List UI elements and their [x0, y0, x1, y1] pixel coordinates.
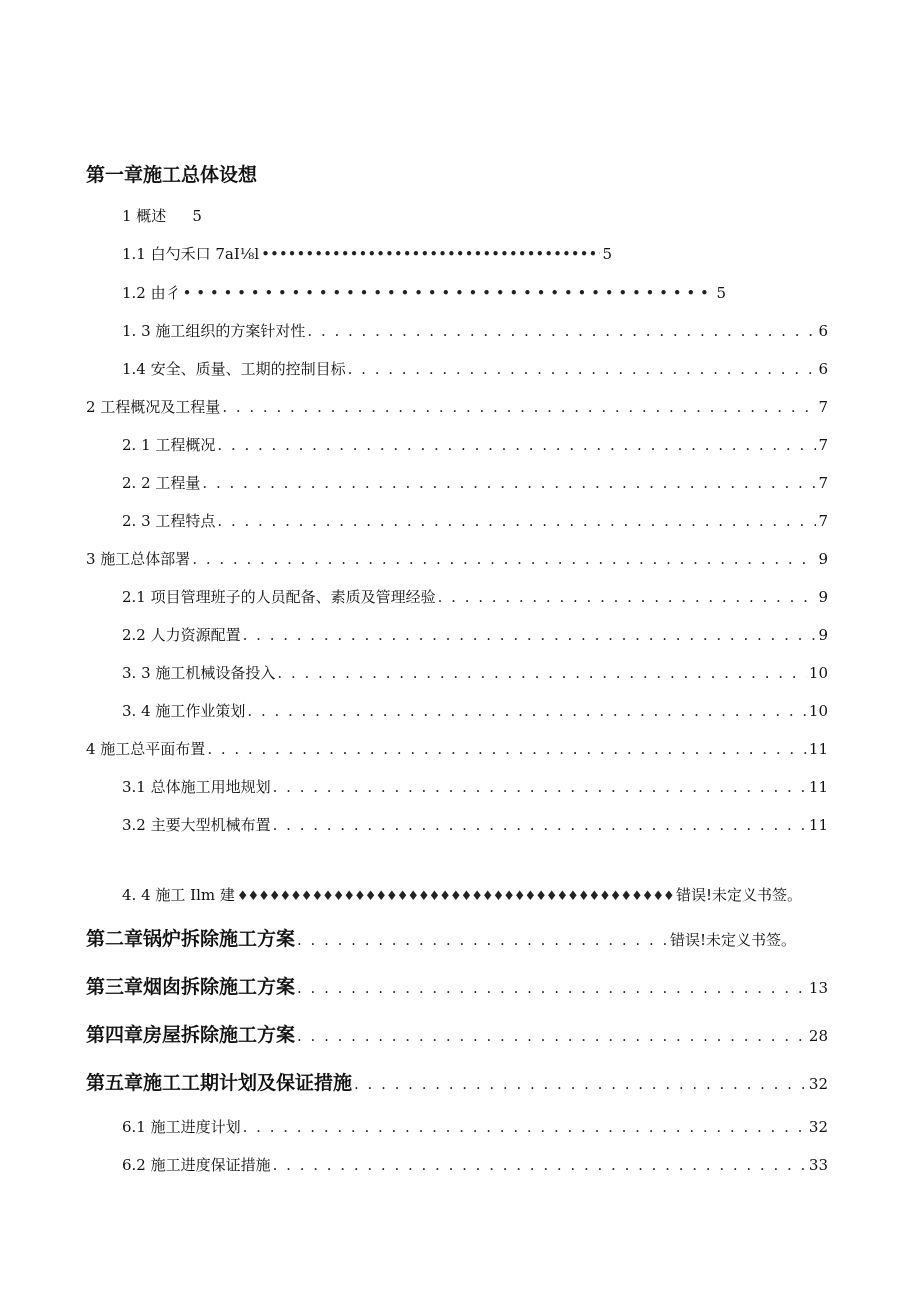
- toc-entry-text: 第五章施工工期计划及保证措施: [86, 1072, 353, 1094]
- toc-leader: [273, 1156, 807, 1174]
- toc-entry-page: 错误!未定义书签。: [675, 886, 802, 904]
- toc-entry-1-3[interactable]: [122, 320, 828, 341]
- toc-entry-text: 6.2 施工进度保证措施: [122, 1156, 271, 1174]
- toc-entry-text: 3.2 主要大型机械布置: [122, 816, 271, 834]
- toc-entry-page: 6: [818, 322, 828, 340]
- toc-entry-text: 4 施工总平面布置: [86, 740, 206, 758]
- toc-entry-1-2[interactable]: [122, 282, 726, 303]
- toc-leader: [297, 1027, 807, 1045]
- toc-entry-page: 11: [808, 778, 828, 796]
- toc-entry-text: 1.1 白勺禾口 7aI⅛l: [122, 245, 260, 263]
- toc-entry-4-4[interactable]: [122, 884, 802, 905]
- toc-entry-text: 2. 3 工程特点: [122, 512, 216, 530]
- toc-entry-text: 3. 3 施工机械设备投入: [122, 664, 276, 682]
- toc-leader: [183, 284, 715, 302]
- toc-entry-1-1[interactable]: [122, 243, 612, 264]
- toc-entry-text: 第四章房屋拆除施工方案: [86, 1024, 296, 1046]
- toc-entry-text: 2.2 人力资源配置: [122, 626, 241, 644]
- toc-leader: [217, 436, 816, 454]
- toc-entry-text: 第二章锅炉拆除施工方案: [86, 928, 296, 950]
- toc-entry-page: 28: [808, 1027, 828, 1045]
- toc-entry-page: 33: [808, 1156, 828, 1174]
- toc-entry-page: 10: [808, 664, 828, 682]
- toc-leader: [243, 1118, 807, 1136]
- toc-entry-page: 5: [192, 207, 202, 225]
- toc-chapter-5[interactable]: [86, 1068, 828, 1095]
- toc-entry-1-4[interactable]: [122, 358, 828, 379]
- toc-leader: [202, 474, 816, 492]
- toc-entry-3[interactable]: [86, 548, 828, 569]
- toc-entry-3-4[interactable]: [122, 700, 828, 721]
- toc-entry-4[interactable]: [86, 738, 828, 759]
- toc-entry-text: 3. 4 施工作业策划: [122, 702, 246, 720]
- toc-entry-text: 1.4 安全、质量、工期的控制目标: [122, 360, 346, 378]
- toc-entry-text: 2.1 项目管理班子的人员配备、素质及管理经验: [122, 588, 436, 606]
- toc-entry-page: 错误!未定义书签。: [669, 931, 796, 949]
- toc-entry-page: 5: [716, 284, 726, 302]
- toc-entry-page: 9: [818, 626, 828, 644]
- toc-entry-page: 6: [818, 360, 828, 378]
- toc-entry-page: 5: [602, 245, 612, 263]
- toc-leader: [277, 664, 807, 682]
- toc-entry-text: 第三章烟囱拆除施工方案: [86, 976, 296, 998]
- toc-leader: [222, 398, 816, 416]
- toc-entry-page: 7: [818, 398, 828, 416]
- toc-leader: [297, 931, 668, 949]
- toc-entry-page: 7: [818, 436, 828, 454]
- toc-entry-page: 9: [818, 550, 828, 568]
- toc-entry-text: 1.2 由彳: [122, 284, 181, 302]
- toc-entry-text: 3.1 总体施工用地规划: [122, 778, 271, 796]
- toc-entry-text: 1 概述: [122, 207, 167, 225]
- toc-entry-6-2[interactable]: [122, 1154, 828, 1175]
- toc-entry-text: 2. 2 工程量: [122, 474, 201, 492]
- toc-leader: [207, 740, 807, 758]
- toc-entry-2-3[interactable]: [122, 510, 828, 531]
- toc-entry-page: 11: [808, 740, 828, 758]
- toc-chapter-4[interactable]: [86, 1020, 828, 1047]
- toc-entry-3-1[interactable]: [122, 586, 828, 607]
- toc-chapter-2[interactable]: [86, 924, 796, 951]
- toc-entry-2-2[interactable]: [122, 472, 828, 493]
- toc-leader: [217, 512, 816, 530]
- toc-entry-page: 13: [808, 979, 828, 997]
- toc-leader: [307, 322, 816, 340]
- toc-leader: [348, 360, 817, 378]
- toc-leader: [192, 550, 816, 568]
- toc-entry-page: 32: [808, 1075, 828, 1093]
- toc-leader: [273, 778, 807, 796]
- toc-leader: [297, 979, 807, 997]
- toc-entry-text: 1. 3 施工组织的方案针对性: [122, 322, 306, 340]
- toc-leader: [354, 1075, 807, 1093]
- toc-entry-3-3[interactable]: [122, 662, 828, 683]
- chapter1-title: 第一章施工总体设想: [86, 164, 258, 186]
- toc-entry-text: 2 工程概况及工程量: [86, 398, 221, 416]
- toc-entry-2-1[interactable]: [122, 434, 828, 455]
- toc-entry-4-2[interactable]: [122, 814, 828, 835]
- toc-entry-page: 10: [808, 702, 828, 720]
- toc-entry-text: 4. 4 施工 Ilm 建: [122, 886, 235, 904]
- toc-entry-2[interactable]: [86, 396, 828, 417]
- toc-chapter-3[interactable]: [86, 972, 828, 999]
- toc-entry-page: 7: [818, 512, 828, 530]
- toc-entry-page: 11: [808, 816, 828, 834]
- toc-leader: [438, 588, 817, 606]
- toc-leader: [261, 245, 600, 263]
- toc-entry-3-2[interactable]: [122, 624, 828, 645]
- toc-leader: [247, 702, 807, 720]
- toc-entry-6-1[interactable]: [122, 1116, 828, 1137]
- toc-leader: [243, 626, 817, 644]
- toc-entry-page: 9: [818, 588, 828, 606]
- toc-leader: [273, 816, 807, 834]
- toc-leader: [237, 886, 674, 904]
- toc-entry-page: 7: [818, 474, 828, 492]
- toc-entry-text: 3 施工总体部署: [86, 550, 191, 568]
- toc-entry-text: 6.1 施工进度计划: [122, 1118, 241, 1136]
- toc-entry-text: 2. 1 工程概况: [122, 436, 216, 454]
- toc-entry-1[interactable]: [122, 205, 202, 226]
- toc-entry-page: 32: [808, 1118, 828, 1136]
- toc-entry-4-1[interactable]: [122, 776, 828, 797]
